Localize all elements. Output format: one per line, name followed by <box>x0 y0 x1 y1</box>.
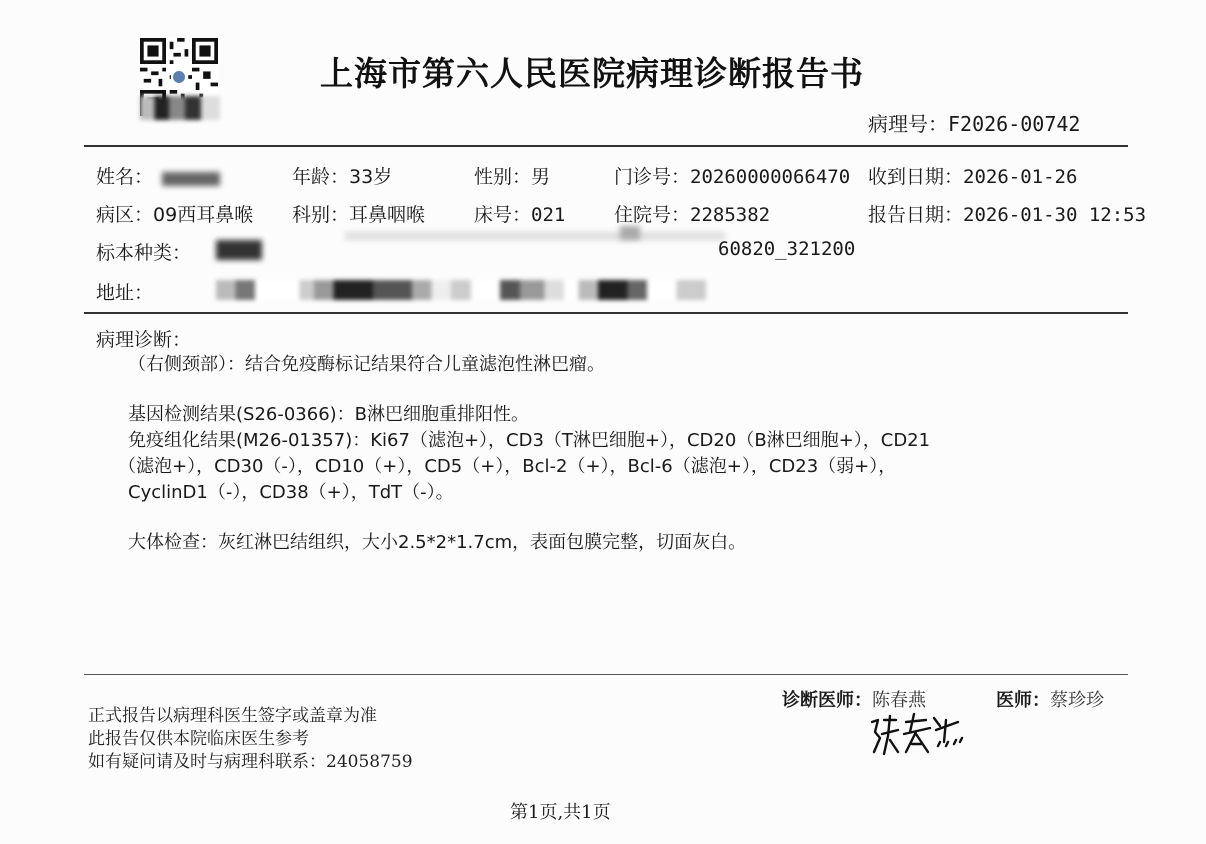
age-field <box>292 162 392 189</box>
ihc-result-line-2: （滤泡+），CD30（-），CD10（+），CD5（+），Bcl-2（+），Bcl-6（滤泡+），CD23（弱+）， <box>118 456 897 477</box>
received-date-value: 2026-01-26 <box>963 166 1078 188</box>
age-value: 33岁 <box>349 166 393 188</box>
address-label: 地址： <box>96 282 154 304</box>
bed-label: 床号： <box>474 204 532 226</box>
footer-note-1: 正式报告以病理科医生签字或盖章为准 <box>88 706 377 726</box>
ward-value: 09西耳鼻喉 <box>153 204 254 226</box>
inpatient-no-label: 住院号： <box>614 204 691 226</box>
diagnosis-line: （右侧颈部）：结合免疫酶标记结果符合儿童滤泡性淋巴瘤。 <box>128 354 605 375</box>
specimen-value <box>718 238 855 260</box>
report-date-label: 报告日期： <box>868 204 964 226</box>
ihc-result-line-1: 免疫组化结果(M26-01357)：Ki67（滤泡+），CD3（T淋巴细胞+），CD20（B淋巴细胞+），CD21 <box>128 430 931 451</box>
ward-label: 病区： <box>96 204 154 226</box>
redacted-qr-strip <box>140 96 220 120</box>
diagnosing-doctor <box>782 686 926 712</box>
inpatient-no-field <box>614 200 770 227</box>
page-number: 第1页,共1页 <box>510 802 611 823</box>
specimen-label: 标本种类： <box>96 242 192 264</box>
diagnosing-doctor-name: 陈春燕 <box>872 690 926 711</box>
ihc-result-line-3: CyclinD1（-），CD38（+），TdT（-）。 <box>128 482 454 503</box>
received-date-label: 收到日期： <box>868 166 964 188</box>
gross-exam: 大体检查：灰红淋巴结组织，大小2.5*2*1.7cm，表面包膜完整，切面灰白。 <box>128 532 747 553</box>
report-date-field <box>868 200 1146 227</box>
dept-field <box>292 200 425 227</box>
patient-info-rule <box>84 312 1128 314</box>
redacted-address <box>216 280 706 300</box>
diagnosing-doctor-label: 诊断医师： <box>782 690 872 711</box>
doctor-name: 蔡珍珍 <box>1050 690 1104 711</box>
clinic-no-value: 20260000066470 <box>690 166 851 188</box>
pathology-number <box>868 108 1080 137</box>
age-label: 年龄： <box>292 166 350 188</box>
footer-note-2: 此报告仅供本院临床医生参考 <box>88 729 309 749</box>
name-label: 姓名： <box>96 166 154 188</box>
sex-value: 男 <box>531 166 551 188</box>
redacted-name <box>162 172 220 186</box>
sex-field <box>474 162 550 189</box>
report-date-value: 2026-01-30 12:53 <box>963 204 1147 226</box>
pathology-number-label: 病理号： <box>868 112 948 136</box>
doctor <box>996 686 1104 712</box>
diagnosis-heading: 病理诊断： <box>96 329 192 351</box>
handwritten-signature <box>866 712 966 760</box>
report-title: 上海市第六人民医院病理诊断报告书 <box>320 54 864 93</box>
header-rule <box>84 145 1128 147</box>
pathology-number-value: F2026-00742 <box>948 112 1081 136</box>
dept-label: 科别： <box>292 204 350 226</box>
clinic-no-field <box>614 162 850 189</box>
gene-test-result: 基因检测结果(S26-0366)：B淋巴细胞重排阳性。 <box>128 404 530 425</box>
bed-field <box>474 200 565 227</box>
specimen-value-text: 60820_321200 <box>718 238 856 260</box>
clinic-no-label: 门诊号： <box>614 166 691 188</box>
redacted-specimen-2 <box>345 232 725 240</box>
sex-label: 性别： <box>474 166 532 188</box>
footer-note-3: 如有疑问请及时与病理科联系：24058759 <box>88 752 413 772</box>
doctor-label: 医师： <box>996 690 1050 711</box>
footer-rule <box>84 674 1128 675</box>
redacted-specimen-1 <box>216 240 262 260</box>
bed-value: 021 <box>531 204 566 226</box>
dept-value: 耳鼻咽喉 <box>349 204 426 226</box>
ward-field <box>96 200 253 227</box>
redacted-specimen-3 <box>620 226 640 240</box>
inpatient-no-value: 2285382 <box>690 204 771 226</box>
received-date-field <box>868 162 1077 189</box>
